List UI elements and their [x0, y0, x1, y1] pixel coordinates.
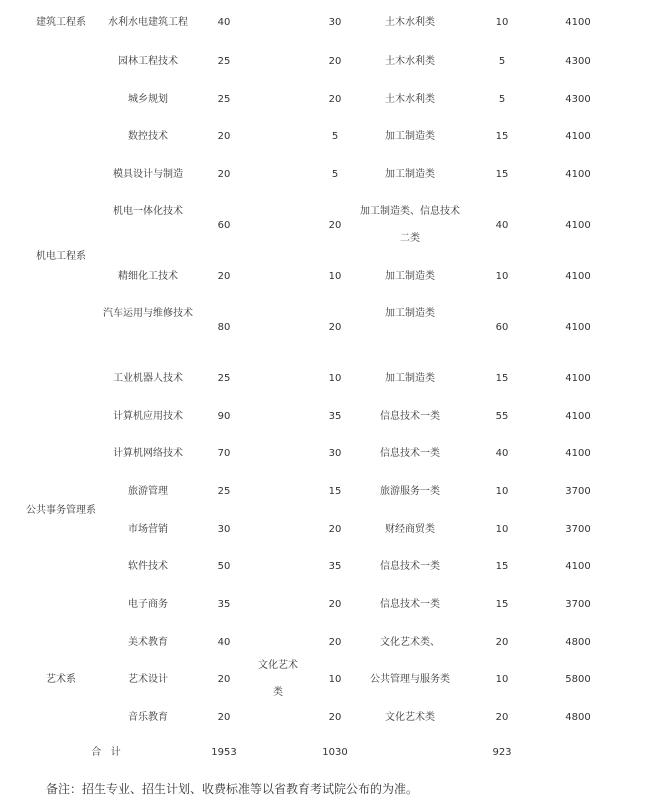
tuition-fee: 4800	[565, 711, 591, 723]
plan-count: 25	[217, 485, 231, 497]
vocational-count: 20	[328, 598, 342, 610]
major-name: 计算机网络技术	[113, 447, 183, 459]
exam-category: 加工制造类、信息技术二类	[360, 206, 460, 244]
tuition-fee: 3700	[565, 523, 591, 535]
major-name: 艺术设计	[128, 673, 168, 685]
tuition-fee: 4100	[565, 321, 591, 333]
department-name: 建筑工程系	[36, 16, 86, 28]
tuition-fee: 4300	[565, 55, 591, 67]
tuition-fee: 4100	[565, 372, 591, 384]
major-name: 计算机应用技术	[113, 410, 183, 422]
tuition-fee: 5800	[565, 673, 591, 685]
plan-count: 40	[217, 636, 231, 648]
plan-count: 50	[217, 560, 231, 572]
tuition-fee: 4100	[565, 447, 591, 459]
tuition-fee: 3700	[565, 485, 591, 497]
major-name: 模具设计与制造	[113, 168, 183, 180]
tuition-fee: 4100	[565, 560, 591, 572]
major-name: 城乡规划	[128, 93, 168, 105]
category-count: 5	[498, 93, 506, 105]
vocational-count: 15	[328, 485, 342, 497]
major-name: 电子商务	[128, 598, 168, 610]
plan-count: 90	[217, 410, 231, 422]
plan-count: 20	[217, 711, 231, 723]
tuition-fee: 4100	[565, 130, 591, 142]
category-count: 10	[495, 270, 509, 282]
vocational-count: 30	[328, 447, 342, 459]
category-count: 15	[495, 598, 509, 610]
major-name: 机电一体化技术	[113, 206, 183, 217]
major-name: 软件技术	[128, 560, 168, 572]
vocational-count: 5	[331, 168, 339, 180]
tuition-fee: 4800	[565, 636, 591, 648]
vocational-count: 35	[328, 560, 342, 572]
category-count: 60	[495, 321, 509, 333]
major-name: 美术教育	[128, 636, 168, 648]
exam-category: 信息技术一类	[380, 447, 440, 459]
vocational-count: 20	[328, 636, 342, 648]
vocational-count: 20	[328, 219, 342, 231]
plan-count: 25	[217, 93, 231, 105]
footnote: 备注：招生专业、招生计划、收费标准等以省教育考试院公布的为准。	[46, 782, 419, 796]
vocational-count: 10	[328, 270, 342, 282]
plan-count: 20	[217, 168, 231, 180]
tuition-fee: 4100	[565, 270, 591, 282]
major-name: 数控技术	[128, 130, 168, 142]
vocational-count: 5	[331, 130, 339, 142]
vocational-count: 20	[328, 711, 342, 723]
category-count: 20	[495, 636, 509, 648]
major-name: 园林工程技术	[118, 55, 178, 67]
plan-count: 60	[217, 219, 231, 231]
tuition-fee: 4100	[565, 219, 591, 231]
exam-category: 信息技术一类	[380, 410, 440, 422]
category-count: 40	[495, 219, 509, 231]
exam-category: 土木水利类	[385, 93, 435, 105]
vocational-count: 35	[328, 410, 342, 422]
category-count: 15	[495, 130, 509, 142]
category-count: 15	[495, 168, 509, 180]
exam-category: 土木水利类	[385, 55, 435, 67]
exam-category: 加工制造类	[385, 168, 435, 180]
exam-category: 公共管理与服务类	[370, 673, 450, 685]
exam-category: 加工制造类	[385, 372, 435, 384]
exam-category: 加工制造类	[385, 308, 435, 319]
exam-category: 信息技术一类	[380, 560, 440, 572]
exam-category: 文化艺术类	[385, 711, 435, 723]
major-name: 水利水电建筑工程	[108, 16, 188, 28]
vocational-count: 10	[328, 372, 342, 384]
plan-count: 30	[217, 523, 231, 535]
major-name: 汽车运用与维修技术	[103, 308, 193, 319]
tuition-fee: 4100	[565, 410, 591, 422]
plan-count: 80	[217, 321, 231, 333]
vocational-count: 20	[328, 321, 342, 333]
exam-category: 财经商贸类	[385, 523, 435, 535]
exam-category: 加工制造类	[385, 130, 435, 142]
tuition-fee: 4300	[565, 93, 591, 105]
department-name: 机电工程系	[36, 250, 86, 262]
exam-category: 文化艺术类、	[380, 636, 440, 648]
plan-count: 70	[217, 447, 231, 459]
vocational-count: 20	[328, 55, 342, 67]
tuition-fee: 3700	[565, 598, 591, 610]
plan-count: 35	[217, 598, 231, 610]
total-vocational: 1030	[322, 747, 348, 758]
category-count: 10	[495, 673, 509, 685]
plan-count: 25	[217, 55, 231, 67]
category-count: 10	[495, 16, 509, 28]
category-count: 10	[495, 485, 509, 497]
exam-category: 信息技术一类	[380, 598, 440, 610]
category-count: 40	[495, 447, 509, 459]
vocational-count: 20	[328, 523, 342, 535]
tuition-fee: 4100	[565, 16, 591, 28]
category-count: 15	[495, 372, 509, 384]
major-name: 旅游管理	[128, 485, 168, 497]
vocational-count: 30	[328, 16, 342, 28]
total-plan: 1953	[211, 747, 237, 758]
vocational-count: 10	[328, 673, 342, 685]
major-name: 精细化工技术	[118, 270, 178, 282]
total-label: 合 计	[91, 747, 121, 758]
category-count: 55	[495, 410, 509, 422]
vocational-count: 20	[328, 93, 342, 105]
art-category-cell: 文化艺术类	[258, 660, 298, 698]
exam-category: 加工制造类	[385, 270, 435, 282]
total-count: 923	[492, 747, 512, 758]
category-count: 15	[495, 560, 509, 572]
plan-count: 20	[217, 130, 231, 142]
exam-category: 土木水利类	[385, 16, 435, 28]
exam-category: 旅游服务一类	[380, 485, 440, 497]
plan-count: 20	[217, 270, 231, 282]
plan-count: 25	[217, 372, 231, 384]
plan-count: 20	[217, 673, 231, 685]
plan-count: 40	[217, 16, 231, 28]
category-count: 10	[495, 523, 509, 535]
major-name: 音乐教育	[128, 711, 168, 723]
category-count: 20	[495, 711, 509, 723]
department-name: 艺术系	[46, 673, 76, 685]
major-name: 工业机器人技术	[113, 372, 183, 384]
major-name: 市场营销	[128, 523, 168, 535]
category-count: 5	[498, 55, 506, 67]
tuition-fee: 4100	[565, 168, 591, 180]
department-name: 公共事务管理系	[26, 504, 96, 516]
